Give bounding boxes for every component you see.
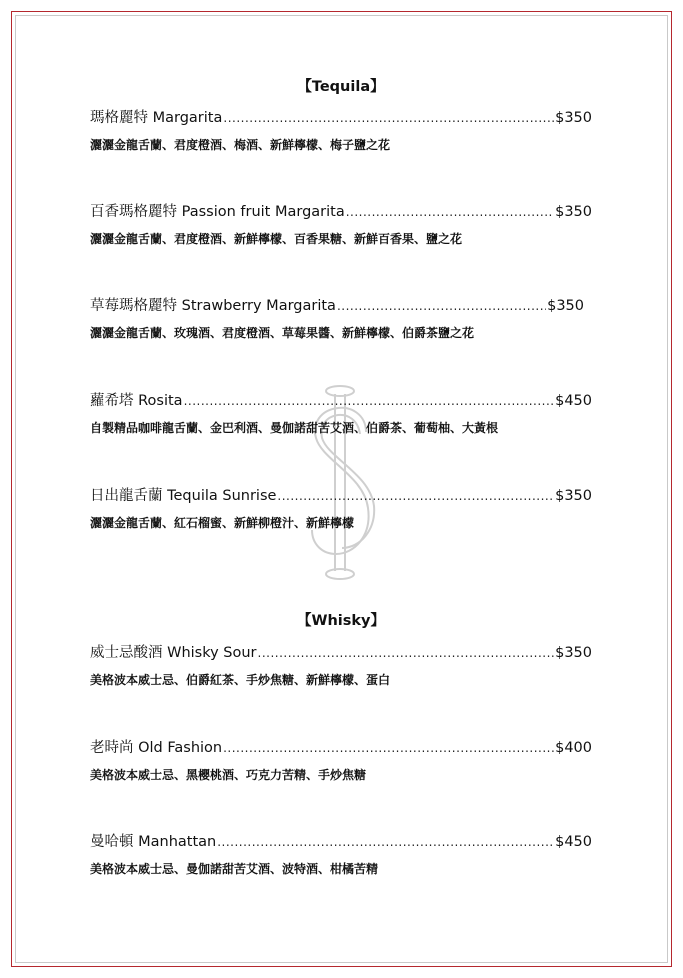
menu-item-tequila-sunrise: [90, 484, 592, 531]
item-name: 日出龍舌蘭 Tequila Sunrise: [90, 488, 277, 504]
item-price: $350: [555, 645, 592, 661]
dot-leader: [217, 835, 554, 849]
item-name: 瑪格麗特 Margarita: [90, 110, 223, 126]
item-description: 灑灑金龍舌蘭、玫瑰酒、君度橙酒、草莓果醬、新鮮檸檬、伯爵茶鹽之花: [90, 326, 475, 340]
item-name: 蘿希塔 Rosita: [90, 393, 183, 409]
item-price: $450: [555, 393, 592, 409]
item-price: $350: [555, 110, 592, 126]
item-description: 灑灑金龍舌蘭、君度橙酒、新鮮檸檬、百香果糖、新鮮百香果、鹽之花: [90, 232, 463, 246]
item-price: $450: [555, 834, 592, 850]
menu-item-margarita: [90, 106, 592, 153]
item-description: 美格波本威士忌、曼伽諾甜苦艾酒、波特酒、柑橘苦精: [90, 862, 379, 876]
menu-item-whisky-sour: [90, 641, 592, 688]
dot-leader: [346, 205, 554, 219]
section-title-whisky: 【Whisky】: [296, 613, 385, 629]
menu-item-rosita: [90, 389, 592, 436]
menu-item-passion-fruit-margarita: [90, 200, 592, 247]
item-name: 草莓瑪格麗特 Strawberry Margarita: [90, 298, 336, 314]
item-price: $350: [547, 298, 584, 314]
item-price: $400: [555, 740, 592, 756]
dot-leader: [258, 646, 555, 660]
item-description: 灑灑金龍舌蘭、紅石榴蜜、新鮮柳橙汁、新鮮檸檬: [90, 516, 355, 530]
item-price: $350: [555, 488, 592, 504]
item-name: 老時尚 Old Fashion: [90, 740, 223, 756]
menu-item-old-fashion: [90, 736, 592, 783]
item-name: 百香瑪格麗特 Passion fruit Margarita: [90, 204, 345, 220]
item-name: 曼哈頓 Manhattan: [90, 834, 217, 850]
section-title-tequila: 【Tequila】: [297, 79, 385, 95]
dot-leader: [277, 489, 554, 503]
item-price: $350: [555, 204, 592, 220]
item-name: 威士忌酸酒 Whisky Sour: [90, 645, 257, 661]
item-description: 美格波本威士忌、伯爵紅茶、手炒焦糖、新鮮檸檬、蛋白: [90, 673, 391, 687]
dot-leader: [337, 299, 546, 313]
dot-leader: [223, 741, 554, 755]
item-description: 美格波本威士忌、黑櫻桃酒、巧克力苦精、手炒焦糖: [90, 768, 367, 782]
item-description: 自製精品咖啡龍舌蘭、金巴利酒、曼伽諾甜苦艾酒、伯爵茶、葡萄柚、大黃根: [90, 421, 499, 435]
menu-item-strawberry-margarita: [90, 294, 592, 341]
dot-leader: [184, 394, 555, 408]
item-description: 灑灑金龍舌蘭、君度橙酒、梅酒、新鮮檸檬、梅子鹽之花: [90, 138, 391, 152]
menu-item-manhattan: [90, 830, 592, 877]
dot-leader: [223, 111, 554, 125]
